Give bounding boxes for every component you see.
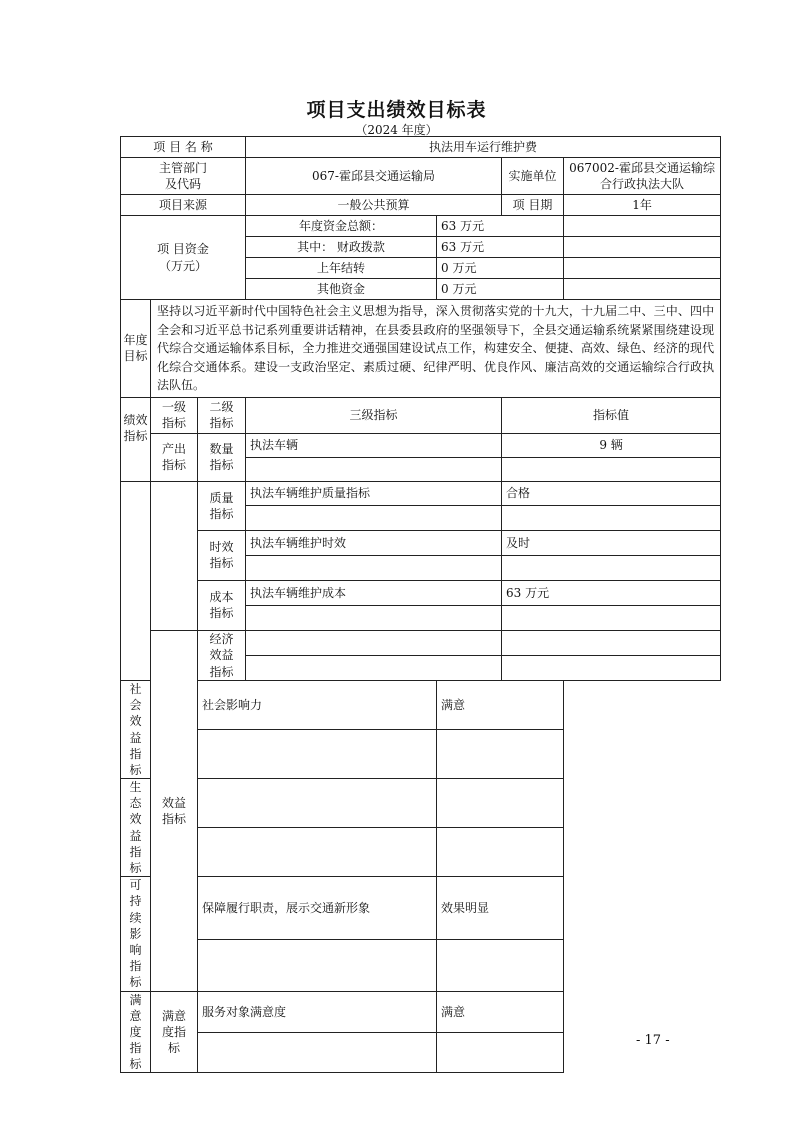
fund-row-value: 0 万元 [437,258,564,279]
project-name-label: 项 目 名 称 [121,137,246,158]
timeliness-value: 及时 [502,530,721,555]
fund-row-value: 0 万元 [437,279,564,300]
source-label: 项目来源 [121,195,246,216]
source-value: 一般公共预算 [246,195,502,216]
quality-label: 质量 指标 [198,481,246,530]
year-subtitle: （2024 年度） [355,123,438,137]
impl-value: 067002-霍邱县交通运输综合行政执法大队 [564,158,721,195]
funds-label: 项 目资金 （万元） [121,216,246,300]
quantity-value: 9 辆 [502,433,721,457]
timeliness-indicator: 执法车辆维护时效 [246,530,502,555]
cost-indicator: 执法车辆维护成本 [246,580,502,605]
col-value: 指标值 [502,397,721,433]
output-label: 产出 指标 [151,433,198,481]
ecological-label: 生态 效益 指标 [121,779,151,877]
col-level1: 一级 指标 [151,397,198,433]
fund-row-value: 63 万元 [437,216,564,237]
satisfaction-value: 满意 [437,991,564,1033]
social-value: 满意 [437,680,564,729]
cost-label: 成本 指标 [198,580,246,630]
dept-value: 067-霍邱县交通运输局 [246,158,502,195]
benefit-label: 效益 指标 [151,630,198,991]
period-label: 项 目期 [502,195,564,216]
satisfaction-indicator: 服务对象满意度 [198,991,437,1033]
impl-label: 实施单位 [502,158,564,195]
satisfaction-level1-label: 满意 度指 标 [121,991,151,1073]
project-name: 执法用车运行维护费 [246,137,721,158]
col-level2: 二级 指标 [198,397,246,433]
goal-text: 坚持以习近平新时代中国特色社会主义思想为指导，深入贯彻落实党的十九大，十九届二中、三中、四中全会和习近平总书记系列重要讲话精神，在县委县政府的坚强领导下，全县交通运输系统紧紧围绕建设现代综合交通运输体系目标，全力推进交通强国建设试点工作，构建安全、便捷、高效、绿色、经济的现代化综合交通体系。建设一支政治坚定、素质过硬、纪律严明、优良作风、廉洁高效的交通运输综合行政执法队伍。 [151,300,721,398]
col-level3: 三级指标 [246,397,502,433]
quality-indicator: 执法车辆维护质量指标 [246,481,502,505]
fund-row-value: 63 万元 [437,237,564,258]
goal-label: 年度目标 [121,300,151,398]
social-indicator: 社会影响力 [198,680,437,729]
cost-value: 63 万元 [502,580,721,605]
sustainable-label: 可持 续影 响指 标 [121,877,151,991]
perf-label: 绩效指标 [121,397,151,457]
period-value: 1年 [564,195,721,216]
satisfaction-label: 满意 度指 标 [151,991,198,1073]
fund-row-label: 上年结转 [246,258,437,279]
performance-table [120,136,721,1073]
dept-label: 主管部门 及代码 [121,158,246,195]
quality-value: 合格 [502,481,721,505]
quantity-label: 数量 指标 [198,433,246,481]
sustainable-value: 效果明显 [437,877,564,940]
economic-label: 经济 效益 指标 [198,630,246,680]
fund-row-label: 其中： 财政拨款 [246,237,437,258]
sustainable-indicator: 保障履行职责，展示交通新形象 [198,877,437,940]
page-title: 项目支出绩效目标表 [306,99,487,121]
social-label: 社会 效益 指标 [121,680,151,778]
fund-row-label: 其他资金 [246,279,437,300]
timeliness-label: 时效 指标 [198,530,246,580]
fund-row-label: 年度资金总额： [246,216,437,237]
quantity-indicator: 执法车辆 [246,433,502,457]
page-number: - 17 - [636,1033,670,1048]
